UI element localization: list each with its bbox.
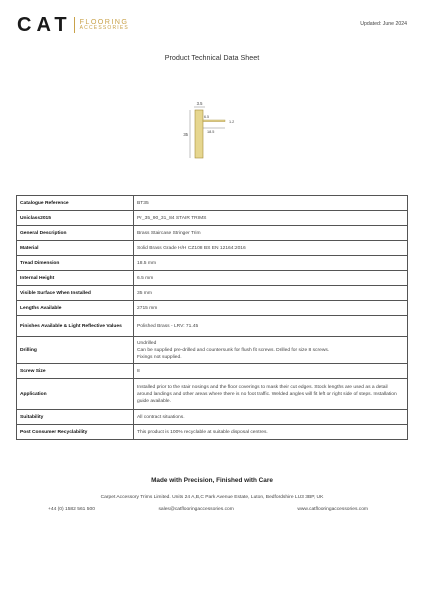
spec-value (134, 256, 408, 271)
spec-value-line: This product is 100% recyclable at suitable disposal centres. (137, 429, 268, 435)
spec-value-line: Solid Brass Grade H/H CZ108 BS EN 12164:2016 (137, 245, 246, 251)
spec-label: Catalogue Reference (17, 196, 134, 211)
footer-website-link[interactable]: www.catflooringaccessories.com (297, 507, 368, 512)
spec-row (17, 301, 408, 316)
specification-table-body (17, 196, 408, 440)
footer-address: Carpet Accessory Trims Limited. Units 24 A,B,C Park Avenue Estate, Luton, Bedfordshire LU3 3BP, UK (100, 495, 324, 500)
spec-label: Internal Height (17, 271, 134, 286)
spec-label: Finishes Available & Light Reflective Values (17, 316, 134, 337)
spec-value-line: 18.5 mm (137, 260, 157, 266)
spec-value-line: Undrilled (137, 340, 157, 346)
logo-divider (74, 17, 75, 33)
spec-value (134, 241, 408, 256)
spec-row (17, 211, 408, 226)
logo-flooring-text: FLOORING (79, 17, 129, 26)
dimension-right-label: 1.2 (229, 120, 235, 124)
trim-upright (195, 110, 203, 158)
spec-value-line: Can be supplied pre-drilled and countersunk for flush fit screws. Drilled for size 8 screws. (137, 347, 330, 353)
spec-row (17, 286, 408, 301)
page-header (17, 14, 407, 38)
spec-label: Application (17, 379, 134, 410)
dimension-top-label: 3.5 (196, 101, 203, 106)
spec-label: Material (17, 241, 134, 256)
spec-label: Suitability (17, 410, 134, 425)
logo-subtitle (80, 18, 129, 32)
spec-value-line: 8 (137, 368, 140, 374)
spec-value (134, 271, 408, 286)
spec-row (17, 425, 408, 440)
dimension-small-label: 6.5 (204, 115, 209, 119)
spec-label: General Description (17, 226, 134, 241)
document-title: Product Technical Data Sheet (164, 53, 260, 62)
specification-table (16, 195, 408, 440)
spec-label: Post Consumer Recyclability (17, 425, 134, 440)
spec-label: Uniclass2015 (17, 211, 134, 226)
trim-profile-drawing (180, 96, 244, 162)
spec-label: Screw Size (17, 364, 134, 379)
spec-value-line: Brass Staircase Stringer Trim (137, 230, 201, 236)
spec-value (134, 301, 408, 316)
spec-value-line: Installed prior to the stair nosings and the floor coverings to mask their cut edges. Stock lengths are used as a detail around landings and other areas where there is no foot traffic. Welded angles will fit left or right side of steps. Installation guide available. (137, 384, 397, 404)
spec-row (17, 316, 408, 337)
spec-row (17, 226, 408, 241)
spec-value-line: 35 mm (137, 290, 152, 296)
spec-row (17, 271, 408, 286)
spec-value (134, 337, 408, 364)
spec-value (134, 226, 408, 241)
logo-accessories-text: ACCESSORIES (79, 25, 129, 31)
dimension-height-label: 35 (183, 132, 188, 137)
spec-value-line: 6.5 mm (137, 275, 154, 281)
spec-row (17, 241, 408, 256)
spec-value (134, 211, 408, 226)
footer-tagline: Made with Precision, Finished with Care (151, 477, 273, 484)
spec-value-line: Polished Brass - LRV: 71.45 (137, 323, 199, 329)
spec-value (134, 316, 408, 337)
spec-value-line: Pr_35_90_31_84 STAIR TRIMS (137, 215, 207, 221)
spec-label: Tread Dimension (17, 256, 134, 271)
footer-phone[interactable]: +44 (0) 1582 561 500 (48, 507, 95, 512)
spec-value (134, 410, 408, 425)
spec-value-line: All contract situations. (137, 414, 185, 420)
spec-row (17, 364, 408, 379)
spec-value (134, 364, 408, 379)
updated-date: Updated: June 2024 (360, 21, 407, 27)
spec-row (17, 196, 408, 211)
footer-contacts (48, 507, 368, 512)
footer-email-link[interactable]: sales@catflooringaccessories.com (158, 507, 234, 512)
trim-tread (203, 120, 225, 122)
spec-label: Visible Surface When Installed (17, 286, 134, 301)
spec-value-line: BT35 (137, 200, 149, 206)
spec-value (134, 196, 408, 211)
spec-value (134, 425, 408, 440)
spec-value (134, 379, 408, 410)
spec-row (17, 337, 408, 364)
dimension-tread-label: 18.5 (207, 130, 215, 134)
spec-value (134, 286, 408, 301)
spec-row (17, 256, 408, 271)
spec-label: Drilling (17, 337, 134, 364)
spec-row (17, 379, 408, 410)
spec-value-line: 2715 mm (137, 305, 158, 311)
spec-label: Lengths Available (17, 301, 134, 316)
logo-wordmark: CAT (17, 14, 72, 36)
spec-row (17, 410, 408, 425)
spec-value-line: Fixings not supplied. (137, 354, 182, 360)
company-logo (17, 14, 129, 36)
